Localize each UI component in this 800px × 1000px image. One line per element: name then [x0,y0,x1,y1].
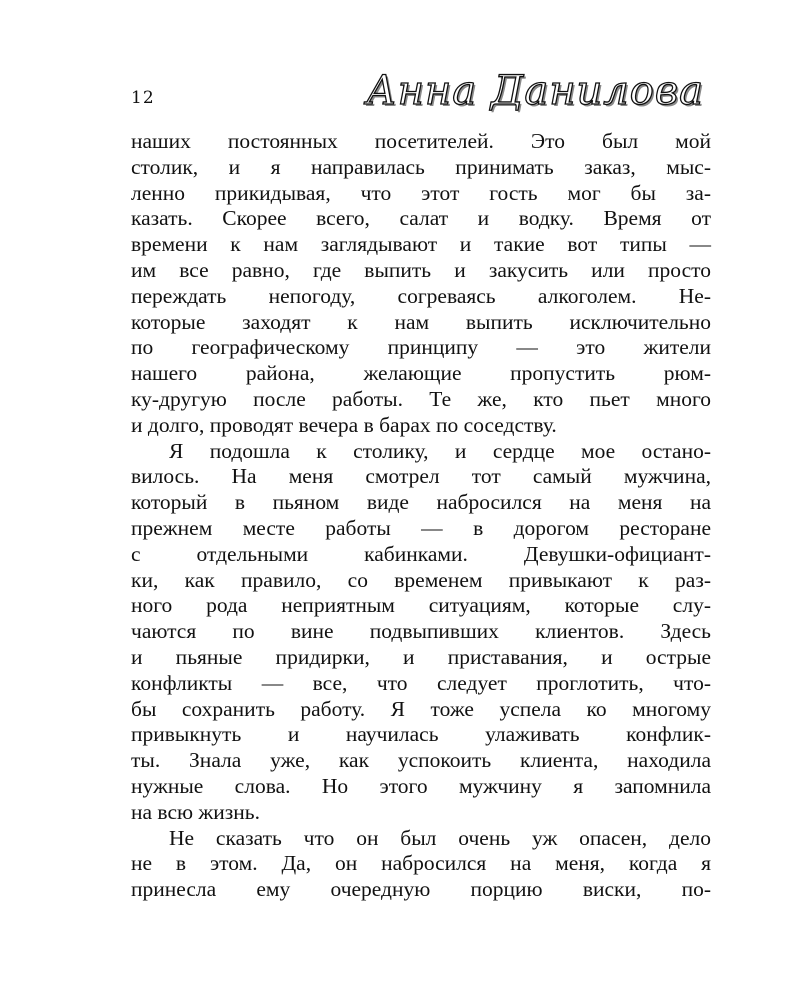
text-line: привыкнуть и научилась улаживать конфлик- [131,722,711,747]
text-line: ку-другую после работы. Те же, кто пьет много [131,386,711,411]
text-line: переждать непогоду, согреваясь алкоголем. Не- [131,283,711,308]
text-line: столик, и я направилась принимать заказ, мыс- [131,154,711,179]
paragraph-2 [131,439,711,826]
text-line: чаются по вине подвыпивших клиентов. Здесь [131,619,711,644]
text-line: бы сохранить работу. Я тоже успела ко многому [131,696,711,721]
text-line: на всю жизнь. [131,799,260,824]
text-line: который в пьяном виде набросился на меня на [131,490,711,515]
text-line: которые заходят к нам выпить исключительно [131,309,711,334]
text-line: казать. Скорее всего, салат и водку. Время от [131,206,711,231]
text-line: ки, как правило, со временем привыкают к раз- [131,567,711,592]
text-line: принесла ему очередную порцию виски, по- [131,877,711,902]
text-line: вилось. На меня смотрел тот самый мужчина, [131,464,711,489]
text-line: по географическому принципу — это жители [131,335,711,360]
text-line: Я подошла к столику, и сердце мое остано- [169,438,711,463]
paragraph-1 [131,129,711,439]
text-line: Не сказать что он был очень уж опасен, дело [169,825,711,850]
text-line: и долго, проводят вечера в барах по соседству. [131,412,557,437]
text-line: нашего района, желающие пропустить рюм- [131,361,711,386]
author-running-head: Анна Данилова [366,68,704,114]
text-line: времени к нам заглядывают и такие вот типы — [131,232,711,257]
text-line: прежнем месте работы — в дорогом ресторане [131,515,711,540]
text-line: ты. Знала уже, как успокоить клиента, находила [131,748,711,773]
text-line: не в этом. Да, он набросился на меня, когда я [131,851,711,876]
page-number: 12 [131,88,155,108]
text-line: с отдельными кабинками. Девушки-официант- [131,541,711,566]
text-line: конфликты — все, что следует проглотить, что- [131,670,711,695]
text-line: ленно прикидывая, что этот гость мог бы за- [131,180,711,205]
paragraph-3 [131,826,711,903]
text-line: нужные слова. Но этого мужчину я запомнила [131,773,711,798]
text-line: и пьяные придирки, и приставания, и острые [131,644,711,669]
body-text [131,129,711,903]
text-line: наших постоянных посетителей. Это был мой [131,129,711,153]
text-line: им все равно, где выпить и закусить или просто [131,257,711,282]
text-line: ного рода неприятным ситуациям, которые слу- [131,593,711,618]
